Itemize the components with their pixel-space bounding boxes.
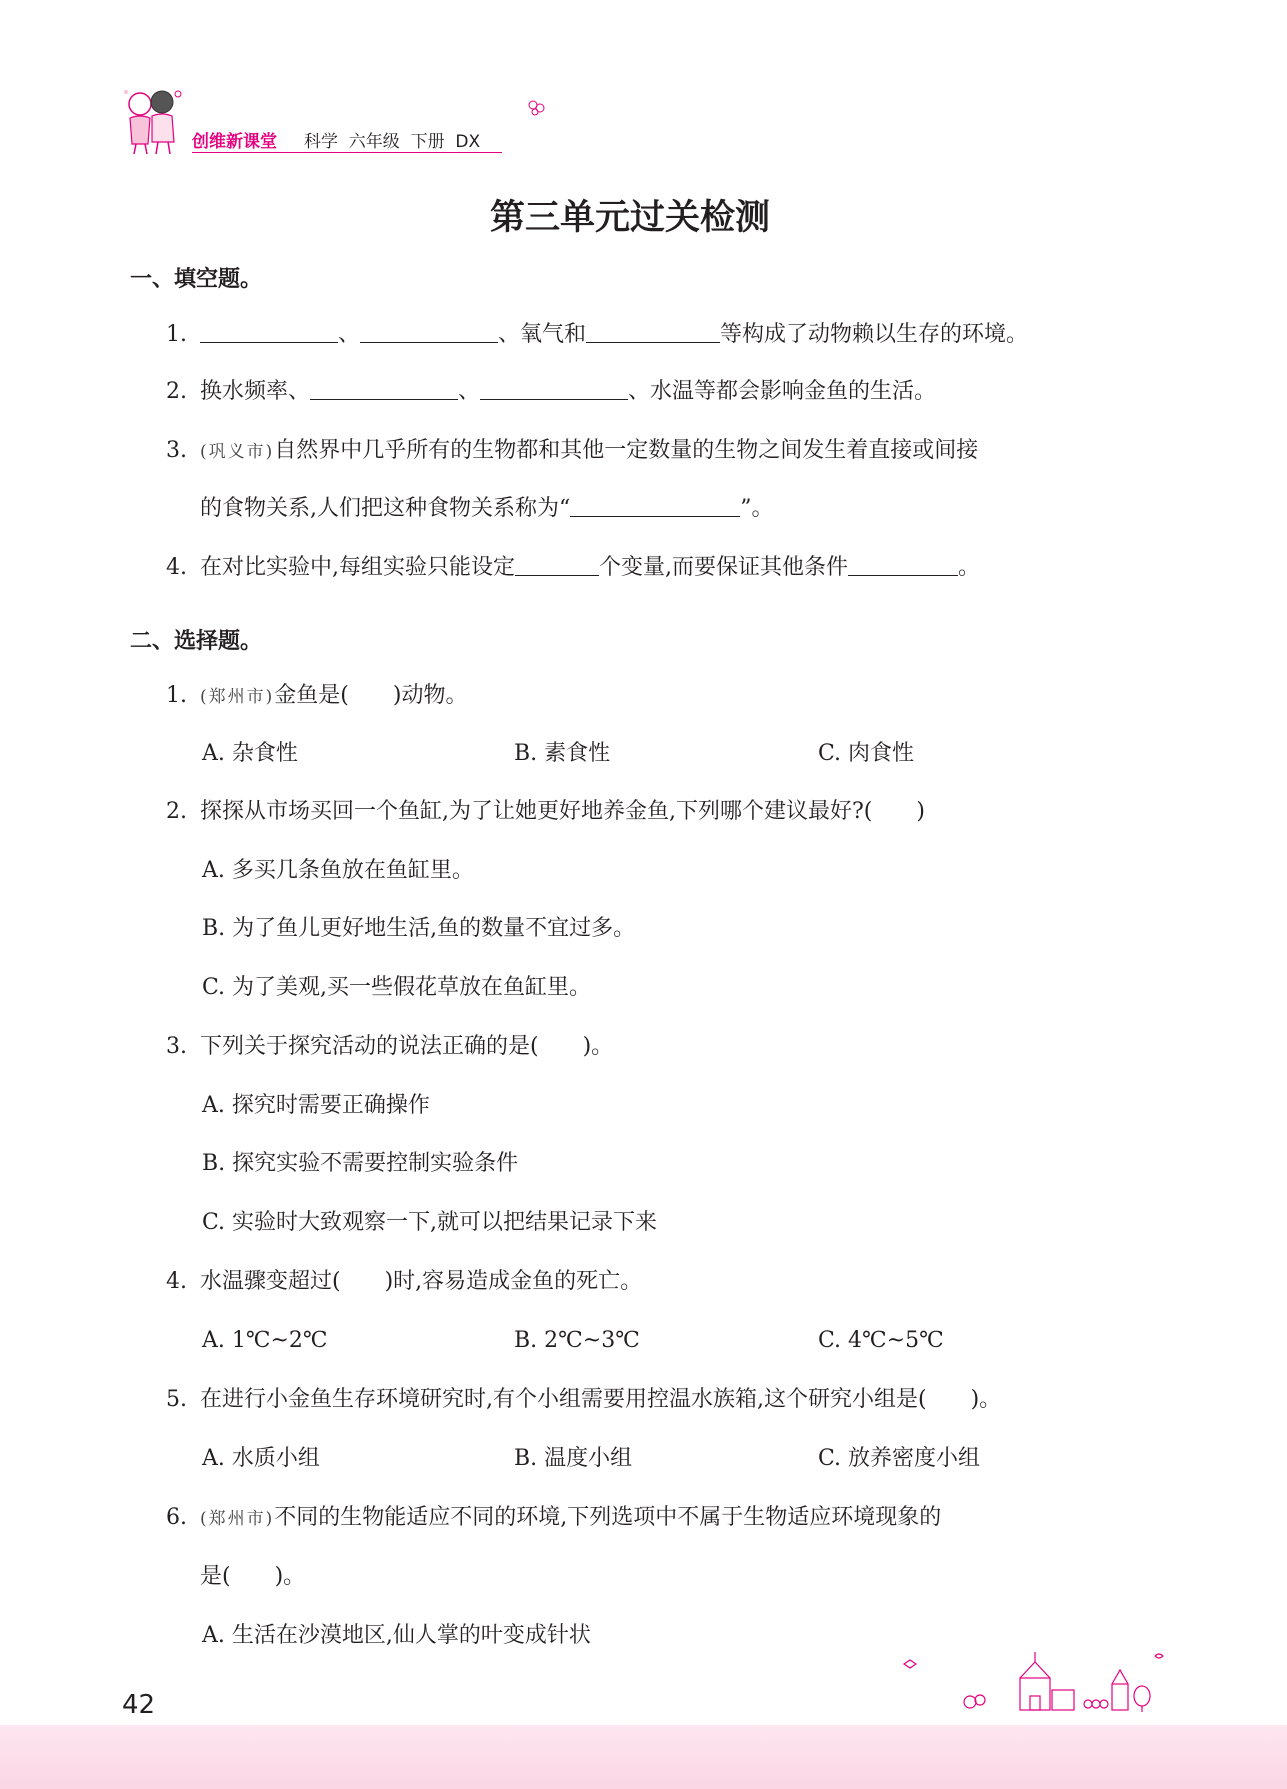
answer-blank [515,553,599,576]
source-tag: (郑州市) [200,1509,275,1529]
source-tag: (郑州市) [200,687,275,707]
fill-question-2: 2. 换水频率、 、 、水温等都会影响金鱼的生活。 [166,377,936,407]
question-number: 4. [166,1269,187,1294]
page-title: 第三单元过关检测 [489,198,770,238]
header-rule [192,152,502,153]
choice-question-2: 2. 探探从市场买回一个鱼缸,为了让她更好地养金鱼,下列哪个建议最好?( ) [166,797,925,827]
question-number: 3. [166,1034,187,1059]
question-number: 2. [166,799,187,824]
page-header [118,84,548,159]
flower-icon [526,98,548,118]
option-a: A. 多买几条鱼放在鱼缸里。 [202,858,474,883]
question-number: 5. [166,1387,187,1412]
choice-question-4: 4. 水温骤变超过( )时,容易造成金鱼的死亡。 [166,1267,642,1297]
question-number: 1. [166,322,187,347]
option-a: A. 杂食性 [202,741,298,766]
option-b: B. 温度小组 [514,1446,633,1471]
option-c: C. 肉食性 [818,741,915,766]
option-c: C. 4℃~5℃ [818,1328,944,1353]
choice-question-1: 1. (郑州市)金鱼是( )动物。 [166,681,467,712]
option-b: B. 探究实验不需要控制实验条件 [202,1151,519,1176]
kids-illustration [118,84,188,156]
subject-label: 科学 六年级 下册 DX [304,132,481,152]
option-b: B. 为了鱼儿更好地生活,鱼的数量不宜过多。 [202,916,636,941]
option-c: C. 实验时大致观察一下,就可以把结果记录下来 [202,1210,658,1235]
page-number: 42 [122,1690,156,1720]
option-b: B. 2℃~3℃ [514,1328,640,1353]
section-heading-multiple-choice: 二、选择题。 [130,629,263,654]
answer-blank [310,377,458,400]
question-number: 4. [166,555,187,580]
fill-question-1: 1. 、 、氧气和 等构成了动物赖以生存的环境。 [166,320,1028,350]
source-tag: (巩义市) [200,442,275,462]
answer-blank [848,553,958,576]
choice-question-6: 6. (郑州市)不同的生物能适应不同的环境,下列选项中不属于生物适应环境现象的 [166,1503,941,1534]
answer-blank [200,320,338,343]
answer-blank [480,377,628,400]
choice-question-6-line-2: 是( )。 [200,1564,306,1589]
option-a: A. 生活在沙漠地区,仙人掌的叶变成针状 [202,1623,591,1648]
answer-blank [570,494,740,517]
choice-question-5: 5. 在进行小金鱼生存环境研究时,有个小组需要用控温水族箱,这个研究小组是( )。 [166,1385,1001,1415]
brand-name: 创维新课堂 [192,132,277,152]
question-number: 2. [166,379,187,404]
fill-question-3-line-2: 的食物关系,人们把这种食物关系称为“ ”。 [200,496,774,521]
option-c: C. 放养密度小组 [818,1446,981,1471]
choice-question-3: 3. 下列关于探究活动的说法正确的是( )。 [166,1032,613,1062]
answer-blank [360,320,498,343]
question-number: 3. [166,438,187,463]
footer-band [0,1725,1287,1789]
option-a: A. 1℃~2℃ [202,1328,328,1353]
question-number: 6. [166,1505,187,1530]
fill-question-4: 4. 在对比实验中,每组实验只能设定 个变量,而要保证其他条件 。 [166,553,980,583]
section-heading-fill-blank: 一、填空题。 [130,267,263,292]
option-b: B. 素食性 [514,741,611,766]
option-c: C. 为了美观,买一些假花草放在鱼缸里。 [202,975,592,1000]
question-number: 1. [166,683,187,708]
castle-illustration [880,1640,1180,1720]
option-a: A. 水质小组 [202,1446,320,1471]
answer-blank [586,320,720,343]
fill-question-3: 3. (巩义市)自然界中几乎所有的生物都和其他一定数量的生物之间发生着直接或间接 [166,436,978,467]
option-a: A. 探究时需要正确操作 [202,1093,430,1118]
